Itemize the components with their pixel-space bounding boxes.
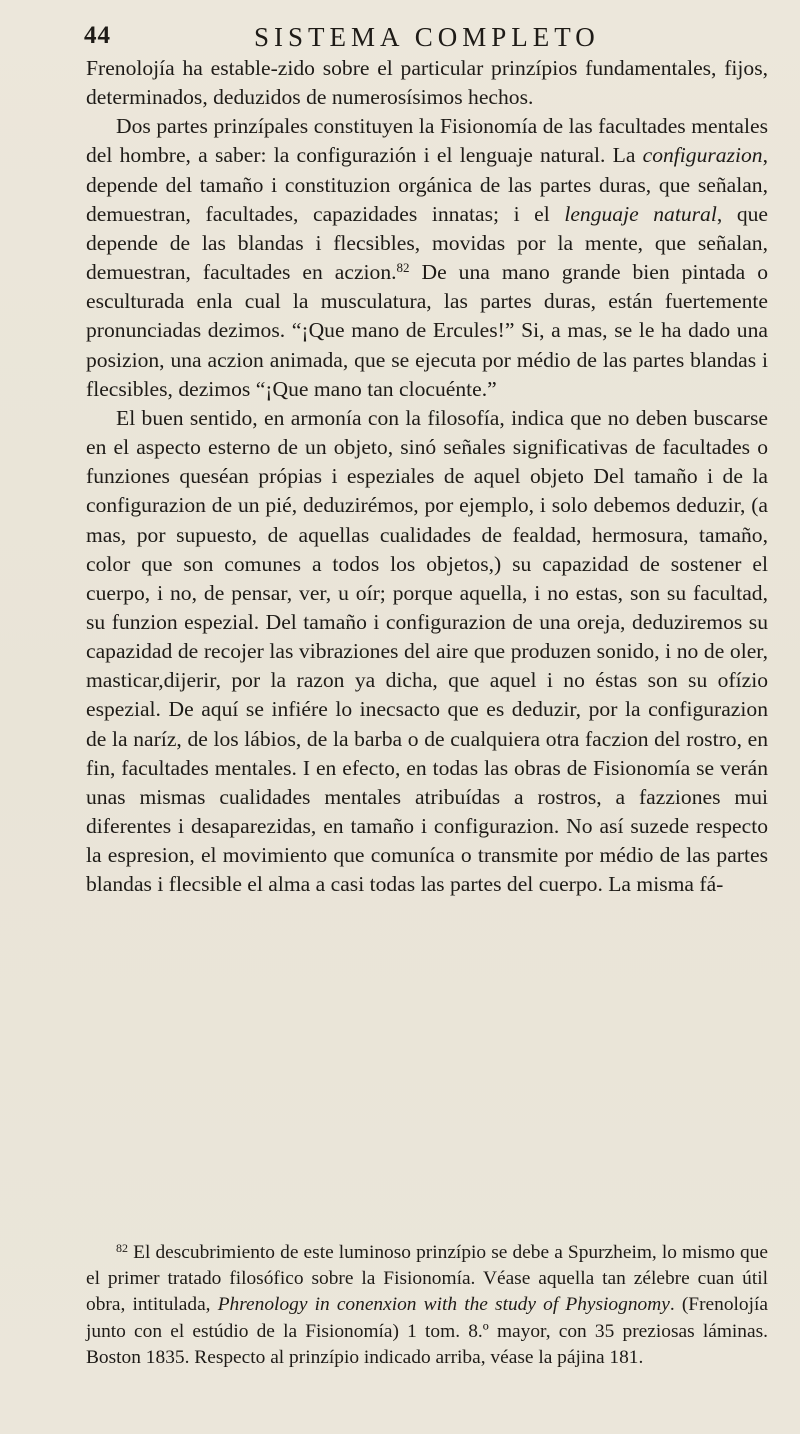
paragraph-2-part-4: De una mano grande bien pintada o esculturada enla cual la musculatura, las partes duras, están fuertemente pronunciadas dezimos. “¡Que mano de Ercules!” Si, a mas, se le ha dado una posizion, una aczion animada, que se ejecuta por médio de las partes blandas i flecsibles, dezimos “¡Que mano tan clocuénte.” bbox=[86, 260, 769, 401]
term-configurazion: configurazion bbox=[642, 143, 763, 168]
footnote-book-title: Phrenology in conenxion with the study of Physiognomy bbox=[217, 1294, 670, 1316]
paragraph-2-part-1: Dos partes prinzípales constituyen la Fisionomía de las facultades mentales del hombre, a saber: la configurazión i el lenguaje natural. La bbox=[86, 114, 768, 168]
paragraph-1: Frenolojía ha estable-zido sobre el particular prinzípios fundamentales, fijos, determinados, deduzidos de numerosísimos hechos. bbox=[86, 56, 768, 110]
main-text bbox=[86, 54, 768, 900]
footnote-part-1: El descubrimiento de este luminoso prinzípio se debe a Spurzheim, lo mismo que el primer tratado filosófico sobre la Fisionomía. Véase aquella tan zélebre cuan útil obra, intitulada, bbox=[86, 1242, 768, 1316]
page-number: 44 bbox=[84, 22, 111, 49]
footnote bbox=[86, 1240, 768, 1371]
footnote-mark: 82 bbox=[116, 1241, 128, 1255]
footnote-part-2: . (Frenolojía junto con el estúdio de la Fisionomía) 1 tom. 8.º mayor, con 35 preziosas láminas. Boston 1835. Respecto al prinzípio indicado arriba, véase la pájina 181. bbox=[86, 1294, 768, 1368]
running-title: SISTEMA COMPLETO bbox=[254, 22, 600, 52]
footnote-reference[interactable]: 82 bbox=[396, 260, 410, 276]
paragraph-2-part-2: , depende del tamaño i constituzion orgánica de las partes duras, que señalan, demuestran, facultades, capazidades innatas; i el bbox=[86, 143, 768, 226]
paragraph-2 bbox=[86, 112, 768, 404]
paragraph-3: El buen sentido, en armonía con la filosofía, indica que no deben buscarse en el aspecto esterno de un objeto, sinó señales significativas de facultades o funziones queséan própias i espeziales de aquel objeto Del tamaño i de la configurazion de un pié, deduzirémos, por ejemplo, i solo debemos deduzir, (a mas, por supuesto, de aquellas cualidades de fealdad, hermosura, tamaño, color que son comunes a todos los objetos,) su capazidad de sostener el cuerpo, i no, de pensar, ver, u oír; porque aquella, i no estas, son su facultad, su funzion espezial. Del tamaño i configurazion de una oreja, deduziremos su capazidad de recojer las vibraziones del aire que produzen sonido, i no de oler, masticar,dijerir, por la razon ya dicha, que aquel i no éstas son su ofízio espezial. De aquí se infiére lo inecsacto que es deduzir, por la configurazion de la naríz, de los lábios, de la barba o de cualquiera otra faczion del rostro, en fin, facultades mentales. I en efecto, en todas las obras de Fisionomía se verán unas mismas cualidades mentales atribuídas a rostros, a fazziones mui diferentes i desaparezidas, en tamaño i configurazion. No así suzede respecto la espresion, el movimiento que comuníca o transmite por médio de las partes blandas i flecsible el alma a casi todas las partes del cuerpo. La misma fá- bbox=[86, 405, 768, 897]
paragraph-2-part-3: , que depende de las blandas i flecsibles, movidas por la mente, que señalan, demuestran, facultades en aczion. bbox=[86, 201, 768, 285]
footnote-text bbox=[86, 1240, 768, 1371]
term-lenguaje-natural: lenguaje natural bbox=[564, 201, 717, 226]
